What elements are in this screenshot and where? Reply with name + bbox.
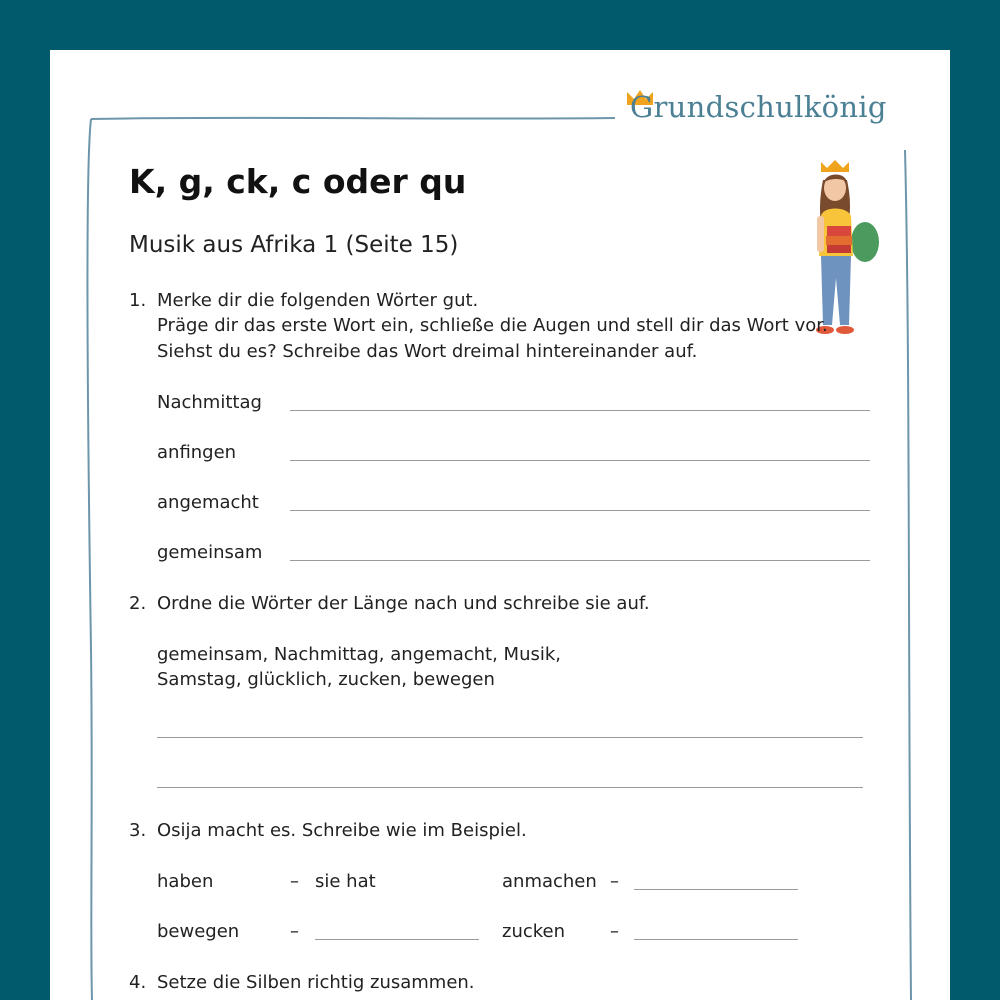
task1-answer-line-1[interactable] [290, 410, 870, 411]
task3-row1-right-dash: – [610, 871, 619, 892]
task3-row2-dash: – [290, 921, 299, 942]
task3-row2-right-dash: – [610, 921, 619, 942]
task1-number: 1. [129, 290, 147, 311]
task1-word-2: anfingen [157, 442, 237, 463]
task1-word-3: angemacht [157, 492, 259, 513]
task3-row2-left: bewegen [157, 921, 240, 942]
task2-answer-line-2[interactable] [157, 787, 863, 788]
page-subtitle: Musik aus Afrika 1 (Seite 15) [129, 232, 459, 258]
task4-instruction: Setze die Silben richtig zusammen. [157, 972, 475, 993]
task3-row1-right-answer-line[interactable] [634, 889, 798, 890]
task2-number: 2. [129, 593, 147, 614]
task1-answer-line-4[interactable] [290, 560, 870, 561]
task3-row2-right-answer-line[interactable] [634, 939, 798, 940]
task3-row2-right: zucken [502, 921, 566, 942]
task2-words-line-2: Samstag, glücklich, zucken, bewegen [157, 669, 495, 690]
schoolgirl-with-crown-icon [805, 160, 885, 340]
task1-line-1: Merke dir die folgenden Wörter gut. [157, 290, 479, 311]
task3-row1-dash: – [290, 871, 299, 892]
task1-word-4: gemeinsam [157, 542, 263, 563]
task3-row1-right: anmachen [502, 871, 597, 892]
task1-word-1: Nachmittag [157, 392, 262, 413]
task3-row1-example: sie hat [315, 871, 376, 892]
task1-answer-line-2[interactable] [290, 460, 870, 461]
task3-number: 3. [129, 820, 147, 841]
task2-answer-line-1[interactable] [157, 737, 863, 738]
task3-instruction: Osija macht es. Schreibe wie im Beispiel. [157, 820, 527, 841]
task1-answer-line-3[interactable] [290, 510, 870, 511]
page-title: K, g, ck, c oder qu [129, 162, 467, 201]
task3-row1-left: haben [157, 871, 214, 892]
task4-number: 4. [129, 972, 147, 993]
task1-line-3: Siehst du es? Schreibe das Wort dreimal hintereinander auf. [157, 341, 698, 362]
task2-words-line-1: gemeinsam, Nachmittag, angemacht, Musik, [157, 644, 562, 665]
worksheet [50, 50, 950, 1000]
brand-logo: Grundschulkönig [630, 90, 887, 124]
task1-line-2: Präge dir das erste Wort ein, schließe die Augen und stell dir das Wort vor. [157, 315, 828, 336]
task2-instruction: Ordne die Wörter der Länge nach und schreibe sie auf. [157, 593, 650, 614]
task3-row2-left-answer-line[interactable] [315, 939, 479, 940]
